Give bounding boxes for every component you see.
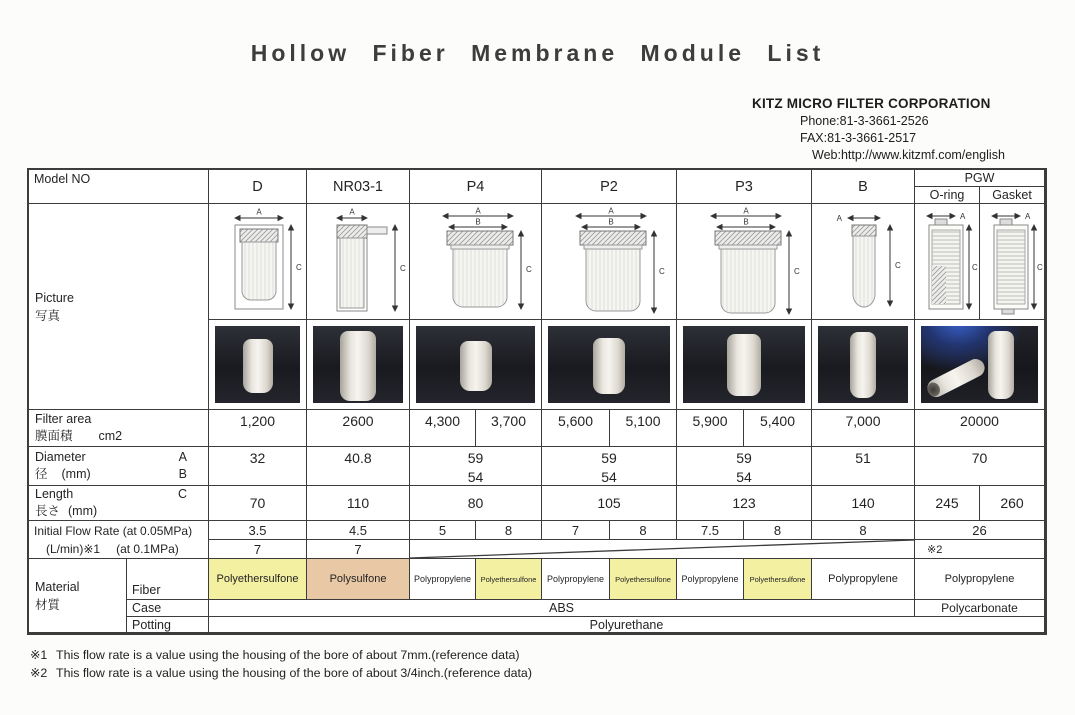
module-diagram-nr03-1 xyxy=(307,204,410,320)
company-phone: Phone:81-3-3661-2526 xyxy=(800,114,929,129)
module-photo-nr03-1 xyxy=(307,320,410,410)
flow01-pgw-note: ※2 xyxy=(915,540,1045,559)
fiber-value-p4a: Polypropylene xyxy=(410,559,476,600)
dim-label-a: A xyxy=(1024,211,1030,221)
length-value-nr03-1: 110 xyxy=(307,486,410,521)
diameter-unit: (mm) xyxy=(61,467,91,481)
fiber-value-pgw: Polypropylene xyxy=(915,559,1045,600)
flow005-value-p4a: 5 xyxy=(410,521,476,540)
dim-label-b: B xyxy=(608,217,614,226)
footnote-1-text: This flow rate is a value using the housing of the bore of about 7mm.(reference data) xyxy=(56,648,520,662)
dim-label-a: A xyxy=(743,206,749,215)
dim-label-a: A xyxy=(348,207,355,216)
flow01-not-applicable-cell xyxy=(410,540,915,559)
dim-label-b: B xyxy=(474,217,481,226)
module-photo-p4 xyxy=(410,320,542,410)
column-header-oring: O-ring xyxy=(915,187,980,204)
column-header-b: B xyxy=(812,170,915,204)
flow005-value-p3a: 7.5 xyxy=(677,521,744,540)
diameter-dim-b: B xyxy=(178,467,187,481)
case-sublabel: Case xyxy=(127,600,209,617)
fiber-value-b: Polypropylene xyxy=(812,559,915,600)
photo-background xyxy=(818,326,908,403)
flow005-value-nr03-1: 4.5 xyxy=(307,521,410,540)
diameter-value-b: 51 xyxy=(812,447,915,486)
diagonal-strike-line xyxy=(410,540,914,558)
length-value-d: 70 xyxy=(209,486,307,521)
filter-area-label-en: Filter area xyxy=(35,412,92,426)
dim-label-c: C xyxy=(399,263,406,273)
module-cylinder xyxy=(727,334,761,396)
length-value-b: 140 xyxy=(812,486,915,521)
diameter-label-ja-unit xyxy=(35,466,91,483)
footnote-2-text: This flow rate is a value using the housing of the bore of about 3/4inch.(reference data) xyxy=(56,665,532,680)
model-no-label: Model NO xyxy=(34,172,91,186)
module-cylinder xyxy=(340,331,376,401)
footnotes xyxy=(30,647,532,682)
footnote-1 xyxy=(30,647,532,665)
footnote-2 xyxy=(30,665,532,683)
material-label-en: Material xyxy=(35,579,80,594)
page-title: Hollow Fiber Membrane Module List xyxy=(250,40,825,66)
diameter-label-en: Diameter xyxy=(35,450,86,464)
dim-label-a: A xyxy=(608,206,614,215)
picture-label-ja: 写真 xyxy=(35,308,61,323)
column-header-nr03-1: NR03-1 xyxy=(307,170,410,204)
filter-area-unit: cm2 xyxy=(98,429,123,443)
dim-label-c: C xyxy=(894,260,901,270)
module-photo-p3 xyxy=(677,320,812,410)
picture-row-label xyxy=(29,204,209,410)
diameter-value-d: 32 xyxy=(209,447,307,486)
module-cylinder xyxy=(850,332,876,398)
module-photo-b xyxy=(812,320,915,410)
fiber-value-d: Polyethersulfone xyxy=(209,559,307,600)
dim-label-a: A xyxy=(255,207,262,216)
photo-background xyxy=(215,326,300,403)
filter-area-value-nr03-1: 2600 xyxy=(307,410,410,447)
dim-label-c: C xyxy=(1036,262,1043,272)
diameter-value-pgw: 70 xyxy=(915,447,1045,486)
case-value-pgw: Polycarbonate xyxy=(915,600,1045,617)
module-diagram-d xyxy=(209,204,307,320)
diameter-b: 54 xyxy=(736,469,752,485)
flow005-value-p3b: 8 xyxy=(744,521,812,540)
material-label-ja: 材質 xyxy=(35,597,61,612)
diameter-value-p2 xyxy=(542,447,677,486)
company-fax: FAX:81-3-3661-2517 xyxy=(800,130,917,145)
module-table xyxy=(27,168,1047,635)
module-diagram-pgw-gasket xyxy=(980,204,1045,320)
potting-sublabel: Potting xyxy=(127,617,209,633)
column-header-gasket: Gasket xyxy=(980,187,1045,204)
fiber-value-p2a: Polypropylene xyxy=(542,559,610,600)
length-value-pgw-gasket: 260 xyxy=(980,486,1045,521)
filter-area-row-label xyxy=(29,410,209,447)
flow-rate-row-label xyxy=(29,521,209,559)
filter-area-value-p2a: 5,600 xyxy=(542,410,610,447)
filter-area-value-pgw: 20000 xyxy=(915,410,1045,447)
dim-label-c: C xyxy=(794,266,800,276)
potting-value-all: Polyurethane xyxy=(209,617,1045,633)
flow-label-line2 xyxy=(34,540,208,558)
length-value-p2: 105 xyxy=(542,486,677,521)
length-label-line2 xyxy=(35,503,187,520)
picture-label-en: Picture xyxy=(35,290,74,305)
photo-background xyxy=(683,326,805,403)
diameter-dim-a: A xyxy=(178,450,187,464)
cartridge-open-end xyxy=(925,380,942,398)
column-header-p4: P4 xyxy=(410,170,542,204)
flow005-value-p4b: 8 xyxy=(476,521,542,540)
diameter-a: 59 xyxy=(736,450,752,466)
flow005-value-p2b: 8 xyxy=(610,521,677,540)
filter-area-value-b: 7,000 xyxy=(812,410,915,447)
module-photo-d xyxy=(209,320,307,410)
flow-label-pressure2: (at 0.1MPa) xyxy=(116,541,179,556)
filter-area-value-p4a: 4,300 xyxy=(410,410,476,447)
photo-background xyxy=(313,326,403,403)
length-label-ja-unit xyxy=(35,503,97,520)
dim-label-b: B xyxy=(743,217,749,226)
module-cylinder-lying xyxy=(924,356,987,400)
length-label-en: Length xyxy=(35,487,74,501)
filter-area-label-ja: 膜面積 xyxy=(35,429,73,443)
footnote-2-marker: ※2 xyxy=(30,665,48,680)
dim-label-a: A xyxy=(959,211,965,221)
module-diagram-pgw-oring xyxy=(915,204,980,320)
filter-area-value-p2b: 5,100 xyxy=(610,410,677,447)
fiber-value-nr03-1: Polysulfone xyxy=(307,559,410,600)
flow005-value-b: 8 xyxy=(812,521,915,540)
length-unit: (mm) xyxy=(68,504,98,518)
module-diagram-p2 xyxy=(542,204,677,320)
fiber-value-p3b: Polyethersulfone xyxy=(744,559,812,600)
diameter-value-nr03-1: 40.8 xyxy=(307,447,410,486)
module-diagram-b xyxy=(812,204,915,320)
diameter-row-label xyxy=(29,447,209,486)
module-cylinder xyxy=(460,341,492,391)
filter-area-value-d: 1,200 xyxy=(209,410,307,447)
dim-label-a: A xyxy=(836,213,842,223)
company-info xyxy=(752,95,1005,163)
flow01-value-nr03-1: 7 xyxy=(307,540,410,559)
flow01-value-d: 7 xyxy=(209,540,307,559)
fiber-value-p3a: Polypropylene xyxy=(677,559,744,600)
column-header-pgw: PGW xyxy=(915,170,1045,187)
module-cylinder xyxy=(593,338,625,394)
length-value-pgw-oring: 245 xyxy=(915,486,980,521)
module-diagram-p4 xyxy=(410,204,542,320)
fiber-value-p2b: Polyethersulfone xyxy=(610,559,677,600)
dim-label-c: C xyxy=(971,262,978,272)
length-value-p4: 80 xyxy=(410,486,542,521)
length-label-line1 xyxy=(35,486,187,503)
length-dim-c: C xyxy=(177,487,187,501)
module-photo-pgw xyxy=(915,320,1045,410)
column-header-p3: P3 xyxy=(677,170,812,204)
column-header-d: D xyxy=(209,170,307,204)
length-row-label xyxy=(29,486,209,521)
dim-label-c: C xyxy=(525,264,532,274)
flow005-value-d: 3.5 xyxy=(209,521,307,540)
photo-background xyxy=(921,326,1038,403)
fiber-sublabel: Fiber xyxy=(127,559,209,600)
module-diagram-p3 xyxy=(677,204,812,320)
diameter-value-p4 xyxy=(410,447,542,486)
flow005-value-pgw: 26 xyxy=(915,521,1045,540)
dim-label-c: C xyxy=(295,262,302,272)
photo-background xyxy=(416,326,535,403)
module-cylinder xyxy=(243,339,273,393)
diameter-b: 54 xyxy=(467,469,484,485)
length-value-p3: 123 xyxy=(677,486,812,521)
model-no-header xyxy=(29,170,209,204)
filter-area-value-p3a: 5,900 xyxy=(677,410,744,447)
material-row-label xyxy=(29,559,127,633)
flow-label-unit: (L/min)※1 xyxy=(46,541,101,556)
dim-label-c: C xyxy=(659,266,665,276)
column-header-p2: P2 xyxy=(542,170,677,204)
module-cylinder-standing xyxy=(988,331,1014,399)
module-photo-p2 xyxy=(542,320,677,410)
diameter-b: 54 xyxy=(601,469,617,485)
diameter-label-line1 xyxy=(35,449,187,466)
fiber-value-p4b: Polyethersulfone xyxy=(476,559,542,600)
company-name: KITZ MICRO FILTER CORPORATION xyxy=(752,96,991,111)
photo-background xyxy=(548,326,670,403)
company-web: Web:http://www.kitzmf.com/english xyxy=(812,147,1005,162)
flow-label-line1: Initial Flow Rate (at 0.05MPa) xyxy=(34,523,193,538)
case-value-main: ABS xyxy=(209,600,915,617)
length-label-ja: 長さ xyxy=(35,504,61,518)
flow005-value-p2a: 7 xyxy=(542,521,610,540)
diameter-a: 59 xyxy=(467,450,484,466)
filter-area-label-ja-unit xyxy=(35,428,122,445)
footnote-1-marker: ※1 xyxy=(30,648,48,662)
diameter-value-p3 xyxy=(677,447,812,486)
filter-area-value-p3b: 5,400 xyxy=(744,410,812,447)
diameter-label-ja: 径 xyxy=(35,467,48,481)
dim-label-a: A xyxy=(474,206,481,215)
diameter-a: 59 xyxy=(601,450,617,466)
diameter-label-line2 xyxy=(35,466,187,483)
filter-area-value-p4b: 3,700 xyxy=(476,410,542,447)
